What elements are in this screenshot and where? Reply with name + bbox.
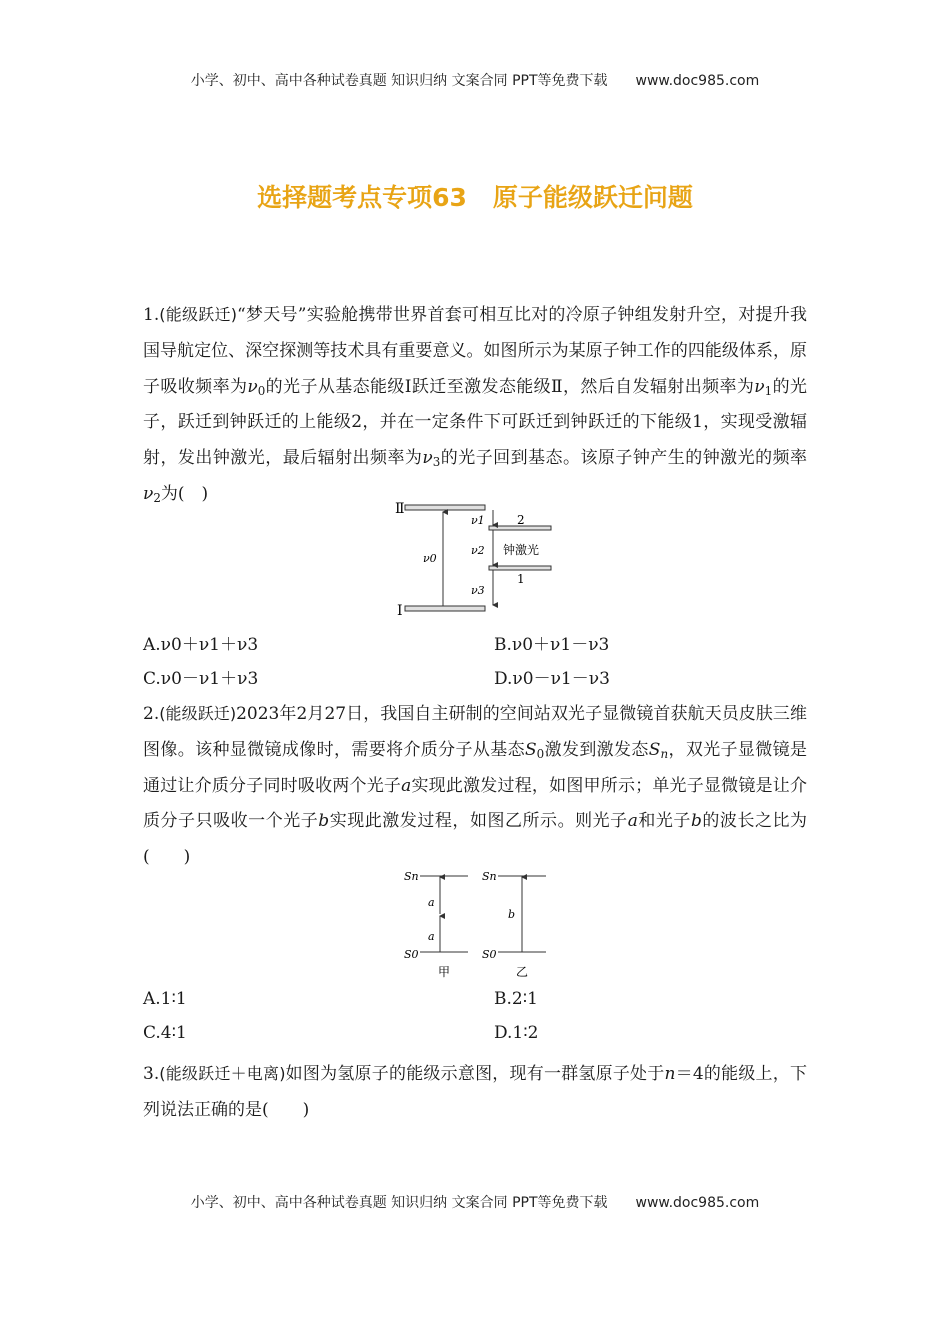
s-symbol: S — [525, 739, 537, 760]
level-I-label: Ⅰ — [397, 603, 403, 619]
photon-a-symbol: a — [627, 811, 638, 832]
subscript: 2 — [153, 490, 161, 505]
photon-a-symbol: a — [401, 775, 412, 796]
jia-s0-label: S0 — [404, 948, 419, 961]
n-symbol: n — [664, 1064, 676, 1084]
page-footer — [0, 1192, 950, 1212]
subscript: 0 — [536, 746, 545, 761]
q3-text: ＝4的能级上，下列说法正确的是( ) — [143, 1064, 807, 1120]
question-1 — [143, 297, 807, 513]
nu-symbol: ν — [143, 483, 154, 504]
photon-b-label: b — [508, 908, 516, 921]
subscript: 0 — [257, 383, 266, 398]
footer-text: 小学、初中、高中各种试卷真题 知识归纳 文案合同 PPT等免费下载 — [190, 1195, 608, 1211]
question-3 — [143, 1056, 807, 1129]
level-1-bar — [489, 566, 551, 570]
energy-level-figure-2 — [398, 864, 558, 980]
page-title — [0, 178, 950, 214]
photon-b-symbol: b — [690, 811, 702, 832]
energy-level-figure-1 — [385, 500, 565, 620]
question-number: 1. — [143, 305, 160, 325]
question-2 — [143, 696, 807, 876]
q1-text: “梦天号”实验舱携带世界首套可相互比对的冷原子钟组发射升空，对提升我国导航定位、深空探测等技术具有重要意义。如图所示为某原子钟工作的四能级体系，原子吸收频率为 — [143, 305, 807, 397]
q1-option-d[interactable]: D.ν0－ν1－ν3 — [494, 669, 610, 689]
level-I-bar — [405, 606, 485, 611]
subscript: 3 — [432, 455, 441, 470]
q3-text: 如图为氢原子的能级示意图，现有一群氢原子处于 — [285, 1064, 665, 1084]
question-number: 2. — [143, 704, 160, 724]
question-tag: (能级跃迁＋电离) — [159, 1064, 286, 1083]
laser-label: 钟激光 — [503, 543, 540, 557]
page-header — [0, 70, 950, 90]
nu-symbol: ν — [422, 448, 433, 469]
q1-option-a[interactable]: A.ν0＋ν1＋ν3 — [143, 635, 259, 655]
title-part1: 选择题考点专项63 — [257, 183, 467, 212]
s-symbol: S — [648, 739, 661, 760]
q2-option-c[interactable]: C.4∶1 — [143, 1023, 187, 1043]
nu1-label: ν1 — [471, 514, 485, 527]
q1-text: 为( ) — [160, 483, 209, 504]
footer-site[interactable]: www.doc985.com — [635, 1195, 760, 1211]
jia-sn-label: Sn — [404, 870, 419, 883]
yi-s0-label: S0 — [482, 948, 497, 961]
title-part2: 原子能级跃迁问题 — [492, 183, 693, 212]
yi-sn-label: Sn — [482, 870, 497, 883]
q2-option-b[interactable]: B.2∶1 — [494, 989, 538, 1009]
nu2-label: ν2 — [471, 544, 485, 557]
nu3-label: ν3 — [471, 584, 485, 597]
q2-text: 2023年2月27日，我国自主研制的空间站双光子显微镜首获航天员皮肤三维图像。该种显微镜成像时，需要将介质分子从基态 — [143, 704, 807, 760]
q2-text: 激发到激发态 — [544, 739, 649, 760]
q2-text: 实现此激发过程，如图甲所示；单光子显微镜是让介质分子只吸收一个光子 — [143, 775, 808, 832]
q2-text: 实现此激发过程，如图乙所示。则光子 — [329, 811, 628, 832]
q1-option-c[interactable]: C.ν0－ν1＋ν3 — [143, 669, 259, 689]
header-site[interactable]: www.doc985.com — [635, 73, 760, 89]
level-II-label: Ⅱ — [395, 501, 405, 517]
level-1-label: 1 — [517, 572, 525, 586]
nu-symbol: ν — [247, 376, 258, 397]
q1-option-b[interactable]: B.ν0＋ν1－ν3 — [494, 635, 610, 655]
photon-a-label-1: a — [428, 896, 435, 909]
nu-symbol: ν — [754, 376, 765, 397]
q1-text: 的光子，跃迁到钟跃迁的上能级2，并在一定条件下可跃迁到钟跃迁的下能级1，实现受激辐射，发出钟激光，最后辐射出频率为 — [143, 376, 808, 469]
q2-text: 和光子 — [637, 811, 691, 832]
question-tag: (能级跃迁) — [159, 305, 238, 324]
subscript: 1 — [764, 383, 773, 398]
q2-text: 的波长之比为( ) — [143, 811, 808, 868]
photon-b-symbol: b — [318, 811, 330, 832]
question-tag: (能级跃迁) — [159, 704, 237, 723]
header-text: 小学、初中、高中各种试卷真题 知识归纳 文案合同 PPT等免费下载 — [190, 73, 608, 89]
q1-text: 的光子回到基态。该原子钟产生的钟激光的频率 — [440, 448, 808, 469]
question-number: 3. — [143, 1064, 160, 1084]
q2-option-a[interactable]: A.1∶1 — [143, 989, 187, 1009]
yi-label: 乙 — [516, 965, 529, 979]
photon-a-label-2: a — [428, 930, 435, 943]
q2-text: ，双光子显微镜是通过让介质分子同时吸收两个光子 — [143, 739, 808, 796]
nu0-label: ν0 — [423, 552, 437, 565]
level-II-bar — [405, 505, 485, 510]
jia-label: 甲 — [438, 965, 451, 979]
q2-option-d[interactable]: D.1∶2 — [494, 1023, 539, 1043]
q1-text: 的光子从基态能级Ⅰ跃迁至激发态能级Ⅱ，然后自发辐射出频率为 — [265, 376, 755, 397]
subscript: n — [660, 746, 669, 761]
level-2-label: 2 — [517, 513, 525, 527]
